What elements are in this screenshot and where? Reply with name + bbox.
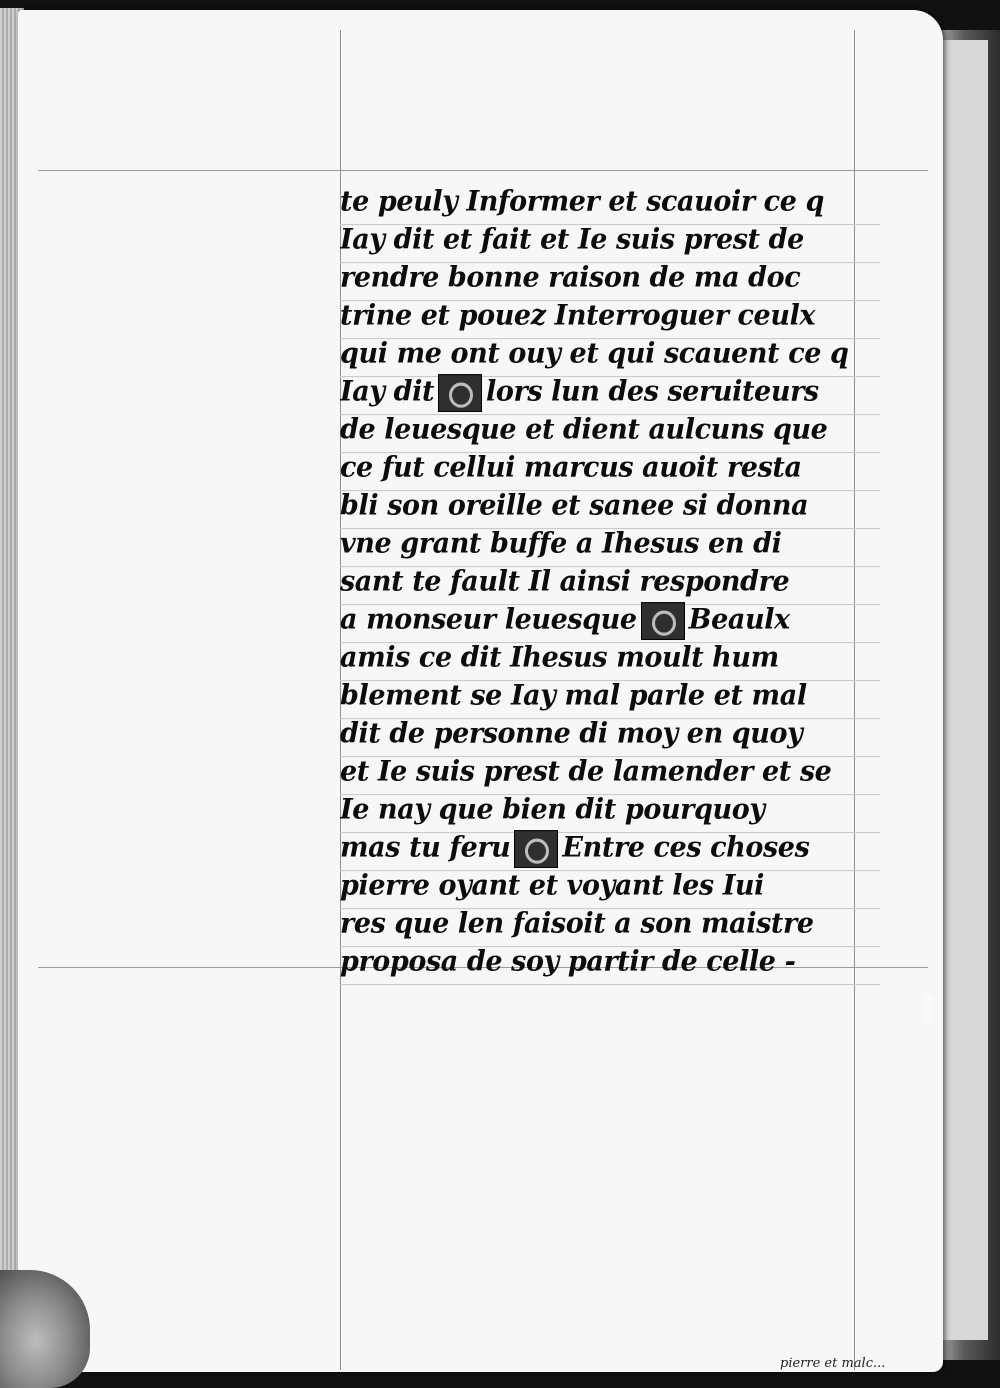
line-text: Iay dit [340, 375, 435, 408]
line-text: ce fut cellui marcus auoit resta [340, 451, 802, 484]
line-text-tail: Beaulx [688, 603, 790, 636]
line-text: rendre bonne raison de ma doc [340, 261, 801, 294]
line-text: sant te fault Il ainsi respondre [340, 565, 790, 598]
line-text: pierre oyant et voyant les Iui [340, 869, 765, 902]
line-text: qui me ont ouy et qui scauent ce q [340, 337, 849, 370]
marginal-note: pierre et malc... [780, 1356, 886, 1371]
line-text: vne grant buffe a Ihesus en di [340, 527, 782, 560]
line-text: res que len faisoit a son maistre [340, 907, 814, 940]
line-text: dit de personne di moy en quoy [340, 717, 803, 750]
line-text: a monseur leuesque [340, 603, 637, 636]
line-text: Iay dit et fait et Ie suis prest de [340, 223, 804, 256]
line-text: Ie nay que bien dit pourquoy [340, 793, 765, 826]
text-block [340, 180, 880, 980]
paper-spot [925, 995, 933, 1023]
line-text: blement se Iay mal parle et mal [340, 679, 807, 712]
line-text: mas tu feru [340, 831, 511, 864]
line-text: amis ce dit Ihesus moult hum [340, 641, 779, 674]
line-text: trine et pouez Interroguer ceulx [340, 299, 816, 332]
text-line [340, 939, 880, 985]
line-text: proposa de soy partir de celle - [340, 945, 796, 978]
initial-e-icon [514, 830, 558, 868]
line-text: bli son oreille et sanee si donna [340, 489, 809, 522]
initial-o-icon [641, 602, 685, 640]
manuscript-leaf [18, 10, 943, 1372]
line-text-tail: Entre ces choses [562, 831, 810, 864]
line-text: te peuly Informer et scauoir ce q [340, 185, 824, 218]
ruling-top [38, 170, 928, 171]
line-text-tail: lors lun des seruiteurs [486, 375, 819, 408]
line-text: de leuesque et dient aulcuns que [340, 413, 828, 446]
initial-a-icon [438, 374, 482, 412]
line-text: et Ie suis prest de lamender et se [340, 755, 832, 788]
